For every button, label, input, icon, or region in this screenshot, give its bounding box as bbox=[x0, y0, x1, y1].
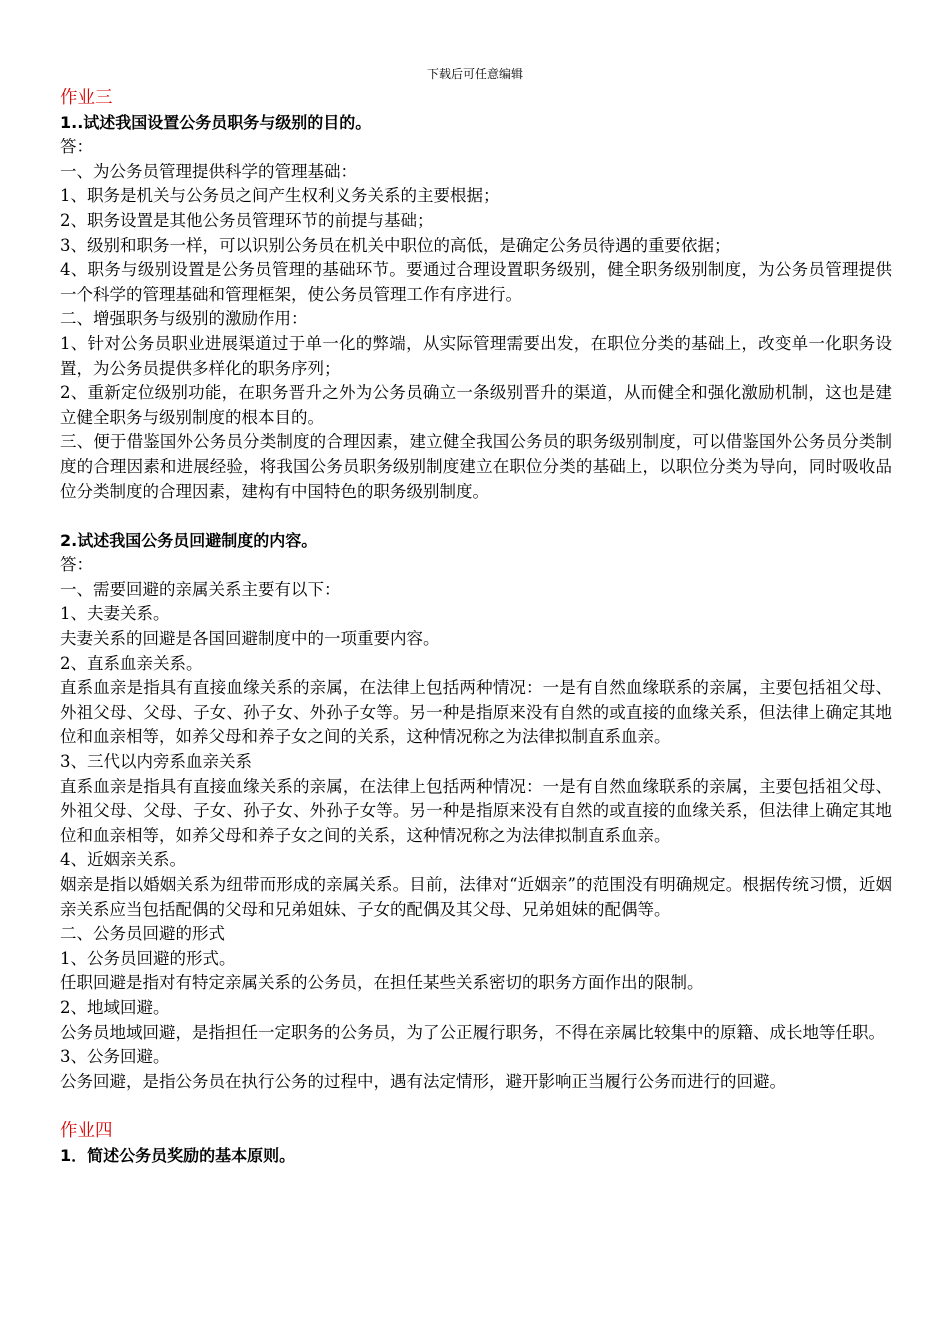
answer-line: 2、职务设置是其他公务员管理环节的前提与基础； bbox=[60, 210, 434, 230]
answer-line: 1、夫妻关系。 bbox=[60, 604, 170, 624]
blank-line bbox=[60, 504, 892, 529]
answer-line: 2、重新定位级别功能，在职务晋升之外为公务员确立一条级别晋升的渠道，从而健全和强化激励机制，这也是建立健全职务与级别制度的根本目的。 bbox=[60, 383, 892, 427]
answer-line: 姻亲是指以婚姻关系为纽带而形成的亲属关系。目前，法律对“近姻亲”的范围没有明确规定。根据传统习惯，近姻亲关系应当包括配偶的父母和兄弟姐妹、子女的配偶及其父母、兄弟姐妹的配偶等。 bbox=[60, 875, 892, 919]
answer-line: 4、近姻亲关系。 bbox=[60, 850, 186, 870]
question-2-title: 2.试述我国公务员回避制度的内容。 bbox=[60, 530, 318, 550]
answer-line: 3、三代以内旁系血亲关系 bbox=[60, 752, 252, 772]
answer-line: 夫妻关系的回避是各国回避制度中的一项重要内容。 bbox=[60, 629, 440, 649]
answer-line: 直系血亲是指具有直接血缘关系的亲属，在法律上包括两种情况：一是有自然血缘联系的亲属，主要包括祖父母、外祖父母、父母、子女、孙子女、外孙子女等。另一种是指原来没有自然的或直接的血缘关系，但法律上确定其地位和血亲相等，如养父母和养子女之间的关系，这种情况称之为法律拟制直系血亲。 bbox=[60, 678, 892, 747]
answer-line: 2、地域回避。 bbox=[60, 997, 170, 1017]
page-header: 下载后可任意编辑 bbox=[426, 67, 523, 81]
question-3-title: 1．简述公务员奖励的基本原则。 bbox=[60, 1145, 296, 1165]
answer-label-1: 答： bbox=[60, 137, 93, 157]
answer-line: 三、便于借鉴国外公务员分类制度的合理因素，建立健全我国公务员的职务级别制度，可以借鉴国外公务员分类制度的合理因素和进展经验，将我国公务员职务级别制度建立在职位分类的基础上，以职位分类为导向，同时吸收品位分类制度的合理因素，建构有中国特色的职务级别制度。 bbox=[60, 432, 892, 501]
blank-line bbox=[60, 1094, 892, 1119]
answer-line: 二、公务员回避的形式 bbox=[60, 924, 225, 944]
section-title-4: 作业四 bbox=[60, 1120, 113, 1141]
answer-line: 3、级别和职务一样，可以识别公务员在机关中职位的高低，是确定公务员待遇的重要依据； bbox=[60, 235, 731, 255]
document-body bbox=[60, 86, 892, 1168]
answer-line: 公务回避，是指公务员在执行公务的过程中，遇有法定情形，避开影响正当履行公务而进行的回避。 bbox=[60, 1071, 786, 1091]
answer-line: 一、需要回避的亲属关系主要有以下： bbox=[60, 579, 341, 599]
question-1-title: 1..试述我国设置公务员职务与级别的目的。 bbox=[60, 112, 372, 132]
answer-line: 1、针对公务员职业进展渠道过于单一化的弊端，从实际管理需要出发，在职位分类的基础上，改变单一化职务设置，为公务员提供多样化的职务序列； bbox=[60, 333, 892, 378]
answer-label-2: 答： bbox=[60, 555, 93, 575]
answer-line: 二、增强职务与级别的激励作用： bbox=[60, 309, 308, 329]
answer-line: 1、公务员回避的形式。 bbox=[60, 948, 236, 968]
answer-line: 直系血亲是指具有直接血缘关系的亲属，在法律上包括两种情况：一是有自然血缘联系的亲属，主要包括祖父母、外祖父母、父母、子女、孙子女、外孙子女等。另一种是指原来没有自然的或直接的血缘关系，但法律上确定其地位和血亲相等，如养父母和养子女之间的关系，这种情况称之为法律拟制直系血亲。 bbox=[60, 776, 892, 845]
answer-line: 2、直系血亲关系。 bbox=[60, 653, 203, 673]
section-title-3: 作业三 bbox=[60, 88, 113, 108]
answer-line: 4、职务与级别设置是公务员管理的基础环节。要通过合理设置职务级别，健全职务级别制度，为公务员管理提供一个科学的管理基础和管理框架，使公务员管理工作有序进行。 bbox=[60, 260, 892, 304]
answer-line: 1、职务是机关与公务员之间产生权利义务关系的主要根据； bbox=[60, 186, 500, 206]
answer-line: 任职回避是指对有特定亲属关系的公务员，在担任某些关系密切的职务方面作出的限制。 bbox=[60, 973, 704, 993]
answer-line: 一、为公务员管理提供科学的管理基础： bbox=[60, 161, 357, 181]
answer-line: 3、公务回避。 bbox=[60, 1047, 170, 1067]
answer-line: 公务员地域回避，是指担任一定职务的公务员，为了公正履行职务，不得在亲属比较集中的原籍、成长地等任职。 bbox=[60, 1022, 885, 1042]
